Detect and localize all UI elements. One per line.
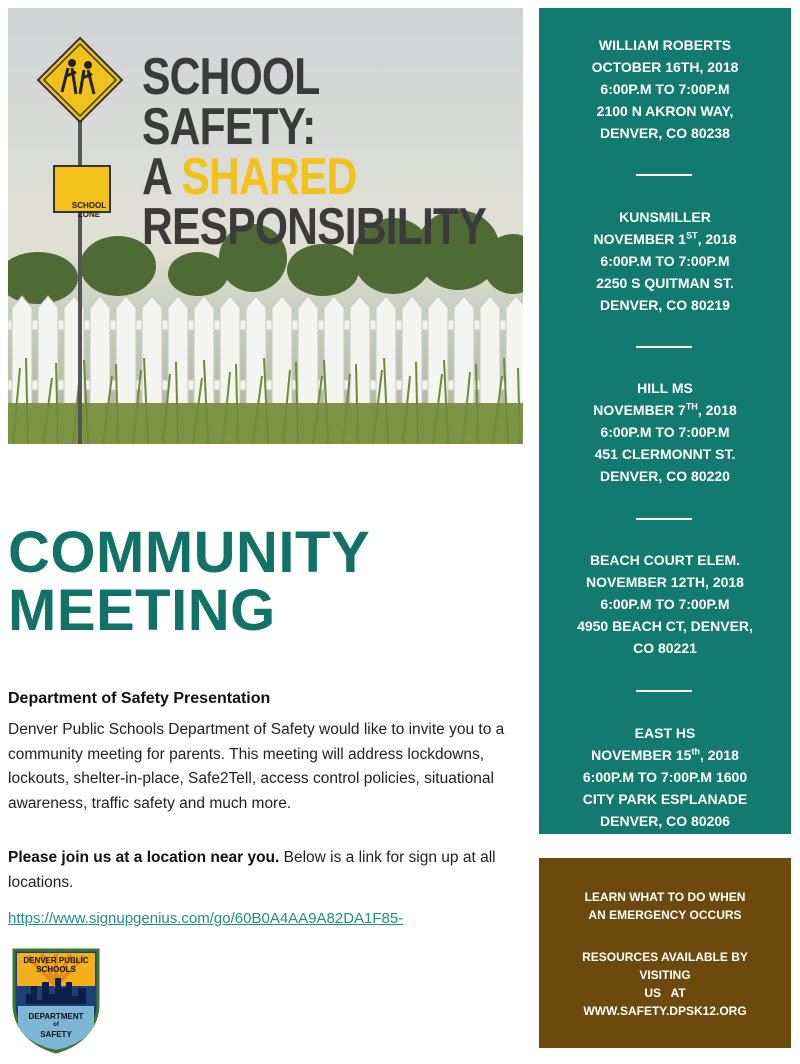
event-address: 4950 BEACH CT, DENVER, [577, 618, 753, 634]
event-time: 6:00P.M TO 7:00P.M [600, 253, 730, 269]
event-school: HILL MS [637, 380, 693, 396]
event-city: DENVER, CO 80206 [600, 813, 730, 829]
school-zone-label: SCHOOL ZONE [71, 201, 107, 219]
event-block [539, 34, 791, 144]
event-city: DENVER, CO 80219 [600, 297, 730, 313]
event-date: NOVEMBER 7TH, 2018 [593, 401, 737, 418]
crossing-sign-icon [38, 38, 122, 122]
event-school: KUNSMILLER [619, 209, 711, 225]
event-date: NOVEMBER 1ST, 2018 [593, 230, 737, 247]
resources-text: RESOURCES AVAILABLE BY VISITING US AT WWW.SAFETY.DPSK12.ORG [539, 948, 791, 1020]
description-paragraph: Denver Public Schools Department of Safety would like to invite you to a community meeting for parents. This meeting will address lockdowns, lockouts, shelter-in-place, Safe2Tell, access control policies, situational awareness, traffic safety and much more. [8, 721, 505, 812]
section-heading: Department of Safety Presentation [8, 690, 271, 707]
event-time: 6:00P.M TO 7:00P.M [600, 81, 730, 97]
event-address: 2100 N AKRON WAY, [596, 103, 734, 119]
event-school: WILLIAM ROBERTS [598, 37, 732, 53]
event-date: NOVEMBER 12TH, 2018 [586, 574, 744, 590]
divider [636, 174, 692, 176]
join-paragraph: Please join us at a location near you. Below is a link for sign up at all locations. [8, 849, 496, 891]
logo-bottom-text: DEPARTMENT of SAFETY [28, 1012, 84, 1039]
event-date: OCTOBER 16TH, 2018 [591, 59, 739, 75]
event-city: DENVER, CO 80238 [600, 125, 730, 141]
event-time: 6:00P.M TO 7:00P.M [600, 424, 730, 440]
emergency-text: LEARN WHAT TO DO WHEN AN EMERGENCY OCCURS [584, 890, 746, 922]
event-address: CITY PARK ESPLANADE [582, 791, 748, 807]
event-block [539, 377, 791, 487]
event-block [539, 206, 791, 316]
event-block [539, 549, 791, 659]
event-city: DENVER, CO 80220 [600, 468, 730, 484]
event-school: EAST HS [634, 725, 696, 741]
event-block [539, 722, 791, 832]
event-address: 2250 S QUITMAN ST. [596, 275, 734, 291]
divider [636, 690, 692, 692]
sign-pole [78, 78, 82, 444]
resources-box [539, 858, 791, 1048]
schedule-panel [539, 8, 791, 834]
event-school: BEACH COURT ELEM. [589, 552, 741, 568]
event-date: NOVEMBER 15th, 2018 [591, 746, 739, 763]
divider [636, 518, 692, 520]
hero-title: SCHOOL SAFETY: A SHARED RESPONSIBILITY [142, 48, 486, 256]
event-address: 451 CLERMONNT ST. [594, 446, 736, 462]
page-title: COMMUNITY MEETING [8, 520, 371, 643]
logo-top-text: DENVER PUBLIC SCHOOLS [23, 956, 89, 974]
event-city: CO 80221 [633, 640, 697, 656]
event-time: 6:00P.M TO 7:00P.M [600, 596, 730, 612]
dps-safety-logo [8, 946, 104, 1054]
divider [636, 346, 692, 348]
signup-link[interactable]: https://www.signupgenius.com/go/60B0A4AA9A82DA1F85- [8, 910, 404, 927]
hero-image [8, 8, 523, 444]
event-time: 6:00P.M TO 7:00P.M 1600 [582, 769, 748, 785]
safety-website: WWW.SAFETY.DPSK12.ORG [583, 1004, 747, 1018]
